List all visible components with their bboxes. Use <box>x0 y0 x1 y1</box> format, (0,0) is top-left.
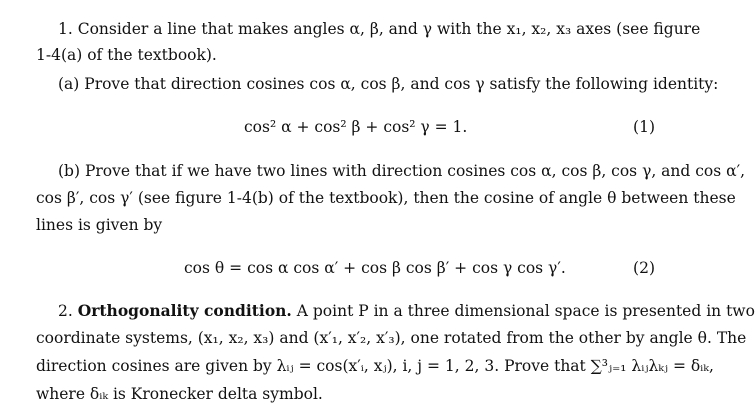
problem1-line1: 1. Consider a line that makes angles α, β, and γ with the x₁, x₂, x₃ axes (see figure <box>58 20 701 38</box>
equation-1-number: (1) <box>633 118 655 136</box>
problem1-part-b-line1: (b) Prove that if we have two lines with direction cosines cos α, cos β, cos γ, and cos α′, <box>58 162 746 180</box>
equation-2-row <box>0 255 691 281</box>
equation-2: cos θ = cos α cos α′ + cos β cos β′ + cos γ cos γ′. <box>184 259 566 277</box>
problem2-line1-rest: A point P in a three dimensional space is presented in two <box>296 302 755 320</box>
problem1-line2: 1-4(a) of the textbook). <box>36 46 217 64</box>
problem1-part-a: (a) Prove that direction cosines cos α, cos β, and cos γ satisfy the following identity: <box>58 75 719 93</box>
equation-2-number: (2) <box>633 259 655 277</box>
problem2-line2: coordinate systems, (x₁, x₂, x₃) and (x′₁, x′₂, x′₃), one rotated from the other by angle θ. The <box>36 329 747 347</box>
problem2-title: Orthogonality condition. <box>77 301 292 320</box>
problem2-number: 2. <box>58 302 73 320</box>
problem2-line1 <box>58 300 755 322</box>
problem1-part-b-line2: cos β′, cos γ′ (see figure 1-4(b) of the textbook), then the cosine of angle θ between these <box>36 189 736 207</box>
equation-1-row <box>0 114 691 140</box>
problem1-part-b-line3: lines is given by <box>36 216 163 234</box>
problem2-line3: direction cosines are given by λᵢⱼ = cos(x′ᵢ, xⱼ), i, j = 1, 2, 3. Prove that ∑³ⱼ₌₁ λᵢⱼλₖⱼ = δᵢₖ, <box>36 357 714 375</box>
equation-1: cos² α + cos² β + cos² γ = 1. <box>244 118 468 136</box>
problem2-line4: where δᵢₖ is Kronecker delta symbol. <box>36 385 323 403</box>
